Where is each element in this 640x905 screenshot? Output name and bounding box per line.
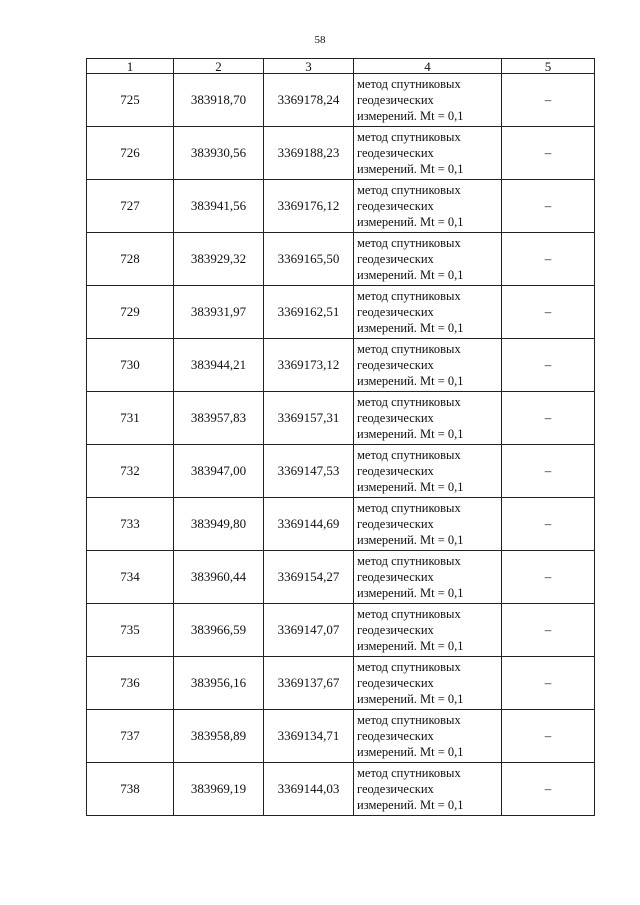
method-line: метод спутниковых xyxy=(357,183,461,197)
method-line: геодезических xyxy=(357,729,434,743)
coordinates-table xyxy=(86,58,595,816)
method-cell xyxy=(354,392,502,445)
note-cell: – xyxy=(502,339,595,392)
point-number-cell: 726 xyxy=(87,127,174,180)
column-header-4: 4 xyxy=(354,59,502,74)
note-cell: – xyxy=(502,286,595,339)
y-coordinate-cell: 3369176,12 xyxy=(264,180,354,233)
y-coordinate-cell: 3369165,50 xyxy=(264,233,354,286)
y-coordinate-cell: 3369188,23 xyxy=(264,127,354,180)
note-cell: – xyxy=(502,551,595,604)
y-coordinate-cell: 3369144,69 xyxy=(264,498,354,551)
method-line: метод спутниковых xyxy=(357,766,461,780)
method-cell xyxy=(354,339,502,392)
method-line: измерений. Mt = 0,1 xyxy=(357,798,464,812)
method-line: метод спутниковых xyxy=(357,501,461,515)
x-coordinate-cell: 383969,19 xyxy=(174,763,264,816)
method-line: измерений. Mt = 0,1 xyxy=(357,321,464,335)
method-line: геодезических xyxy=(357,305,434,319)
x-coordinate-cell: 383947,00 xyxy=(174,445,264,498)
y-coordinate-cell: 3369144,03 xyxy=(264,763,354,816)
table-row xyxy=(87,498,595,551)
y-coordinate-cell: 3369178,24 xyxy=(264,74,354,127)
method-line: геодезических xyxy=(357,358,434,372)
method-line: измерений. Mt = 0,1 xyxy=(357,109,464,123)
method-line: измерений. Mt = 0,1 xyxy=(357,268,464,282)
method-line: измерений. Mt = 0,1 xyxy=(357,639,464,653)
method-line: метод спутниковых xyxy=(357,660,461,674)
note-cell: – xyxy=(502,180,595,233)
column-header-5: 5 xyxy=(502,59,595,74)
table-row xyxy=(87,445,595,498)
method-line: измерений. Mt = 0,1 xyxy=(357,586,464,600)
point-number-cell: 738 xyxy=(87,763,174,816)
method-line: геодезических xyxy=(357,570,434,584)
method-line: метод спутниковых xyxy=(357,289,461,303)
method-line: геодезических xyxy=(357,199,434,213)
note-cell: – xyxy=(502,657,595,710)
method-line: метод спутниковых xyxy=(357,713,461,727)
y-coordinate-cell: 3369147,07 xyxy=(264,604,354,657)
method-line: геодезических xyxy=(357,517,434,531)
method-line: измерений. Mt = 0,1 xyxy=(357,162,464,176)
method-line: измерений. Mt = 0,1 xyxy=(357,533,464,547)
note-cell: – xyxy=(502,127,595,180)
table-row xyxy=(87,74,595,127)
table-row xyxy=(87,286,595,339)
point-number-cell: 733 xyxy=(87,498,174,551)
table-row xyxy=(87,180,595,233)
method-cell xyxy=(354,763,502,816)
method-line: метод спутниковых xyxy=(357,342,461,356)
y-coordinate-cell: 3369162,51 xyxy=(264,286,354,339)
method-line: измерений. Mt = 0,1 xyxy=(357,215,464,229)
table-row xyxy=(87,392,595,445)
method-cell xyxy=(354,127,502,180)
note-cell: – xyxy=(502,763,595,816)
table-row xyxy=(87,604,595,657)
note-cell: – xyxy=(502,74,595,127)
point-number-cell: 731 xyxy=(87,392,174,445)
point-number-cell: 735 xyxy=(87,604,174,657)
method-cell xyxy=(354,180,502,233)
point-number-cell: 729 xyxy=(87,286,174,339)
method-line: геодезических xyxy=(357,676,434,690)
x-coordinate-cell: 383960,44 xyxy=(174,551,264,604)
header-row xyxy=(87,59,595,74)
method-line: метод спутниковых xyxy=(357,607,461,621)
method-cell xyxy=(354,551,502,604)
x-coordinate-cell: 383930,56 xyxy=(174,127,264,180)
method-line: геодезических xyxy=(357,93,434,107)
table-row xyxy=(87,710,595,763)
method-line: измерений. Mt = 0,1 xyxy=(357,480,464,494)
method-line: метод спутниковых xyxy=(357,395,461,409)
x-coordinate-cell: 383941,56 xyxy=(174,180,264,233)
point-number-cell: 737 xyxy=(87,710,174,763)
note-cell: – xyxy=(502,710,595,763)
method-line: измерений. Mt = 0,1 xyxy=(357,745,464,759)
x-coordinate-cell: 383958,89 xyxy=(174,710,264,763)
y-coordinate-cell: 3369154,27 xyxy=(264,551,354,604)
point-number-cell: 727 xyxy=(87,180,174,233)
method-line: метод спутниковых xyxy=(357,130,461,144)
method-line: метод спутниковых xyxy=(357,77,461,91)
table-row xyxy=(87,657,595,710)
x-coordinate-cell: 383918,70 xyxy=(174,74,264,127)
table-body xyxy=(87,74,595,816)
method-line: метод спутниковых xyxy=(357,554,461,568)
method-line: геодезических xyxy=(357,623,434,637)
method-cell xyxy=(354,710,502,763)
y-coordinate-cell: 3369134,71 xyxy=(264,710,354,763)
method-cell xyxy=(354,286,502,339)
column-header-1: 1 xyxy=(87,59,174,74)
point-number-cell: 725 xyxy=(87,74,174,127)
table-row xyxy=(87,127,595,180)
x-coordinate-cell: 383957,83 xyxy=(174,392,264,445)
x-coordinate-cell: 383949,80 xyxy=(174,498,264,551)
method-cell xyxy=(354,74,502,127)
note-cell: – xyxy=(502,392,595,445)
table-header xyxy=(87,59,595,74)
note-cell: – xyxy=(502,604,595,657)
x-coordinate-cell: 383966,59 xyxy=(174,604,264,657)
note-cell: – xyxy=(502,233,595,286)
y-coordinate-cell: 3369147,53 xyxy=(264,445,354,498)
method-line: измерений. Mt = 0,1 xyxy=(357,427,464,441)
method-line: геодезических xyxy=(357,782,434,796)
x-coordinate-cell: 383944,21 xyxy=(174,339,264,392)
point-number-cell: 728 xyxy=(87,233,174,286)
method-line: метод спутниковых xyxy=(357,236,461,250)
page-number: 58 xyxy=(314,34,326,46)
note-cell: – xyxy=(502,498,595,551)
x-coordinate-cell: 383929,32 xyxy=(174,233,264,286)
method-cell xyxy=(354,657,502,710)
method-line: геодезических xyxy=(357,464,434,478)
x-coordinate-cell: 383931,97 xyxy=(174,286,264,339)
point-number-cell: 736 xyxy=(87,657,174,710)
table-row xyxy=(87,763,595,816)
point-number-cell: 734 xyxy=(87,551,174,604)
y-coordinate-cell: 3369157,31 xyxy=(264,392,354,445)
point-number-cell: 730 xyxy=(87,339,174,392)
method-line: метод спутниковых xyxy=(357,448,461,462)
point-number-cell: 732 xyxy=(87,445,174,498)
y-coordinate-cell: 3369137,67 xyxy=(264,657,354,710)
table-row xyxy=(87,233,595,286)
column-header-3: 3 xyxy=(264,59,354,74)
method-cell xyxy=(354,445,502,498)
method-line: измерений. Mt = 0,1 xyxy=(357,374,464,388)
x-coordinate-cell: 383956,16 xyxy=(174,657,264,710)
method-line: геодезических xyxy=(357,252,434,266)
column-header-2: 2 xyxy=(174,59,264,74)
table-row xyxy=(87,339,595,392)
method-cell xyxy=(354,604,502,657)
method-line: измерений. Mt = 0,1 xyxy=(357,692,464,706)
method-line: геодезических xyxy=(357,411,434,425)
note-cell: – xyxy=(502,445,595,498)
table-row xyxy=(87,551,595,604)
method-line: геодезических xyxy=(357,146,434,160)
y-coordinate-cell: 3369173,12 xyxy=(264,339,354,392)
method-cell xyxy=(354,498,502,551)
method-cell xyxy=(354,233,502,286)
